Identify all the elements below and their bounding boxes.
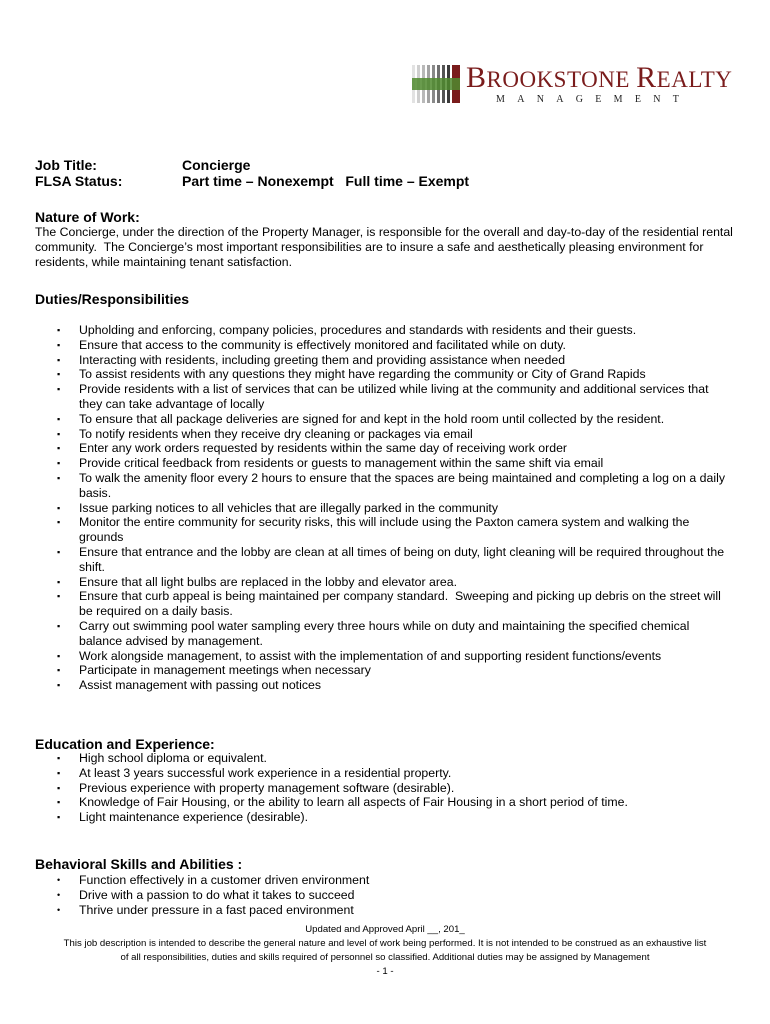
list-item bbox=[57, 795, 727, 810]
behavioral-heading: Behavioral Skills and Abilities : bbox=[35, 856, 243, 872]
list-item bbox=[57, 338, 727, 353]
bullet-icon: ▪ bbox=[57, 354, 61, 365]
duties-list bbox=[57, 323, 727, 693]
list-item bbox=[57, 589, 727, 619]
page-number: - 1 - bbox=[376, 966, 394, 977]
list-item-text: Work alongside management, to assist with the implementation of and supporting resident functions/events bbox=[79, 648, 662, 663]
bullet-icon: ▪ bbox=[57, 458, 61, 469]
list-item-text: Ensure that curb appeal is being maintained per company standard. Sweeping and picking up debris on the street will be required on a daily basis. bbox=[79, 589, 725, 619]
list-item bbox=[57, 888, 727, 903]
list-item-text: Participate in management meetings when necessary bbox=[79, 663, 371, 678]
list-item bbox=[57, 873, 727, 888]
logo-stripes-icon bbox=[412, 65, 460, 103]
list-item-text: Interacting with residents, including greeting them and providing assistance when needed bbox=[79, 352, 566, 367]
bullet-icon: ▪ bbox=[57, 782, 61, 793]
bullet-icon: ▪ bbox=[57, 546, 61, 557]
education-list bbox=[57, 751, 727, 825]
list-item-text: Ensure that entrance and the lobby are clean at all times of being on duty, light cleaning will be required throughout the shift. bbox=[79, 544, 728, 574]
list-item bbox=[57, 903, 727, 918]
list-item-text: Provide critical feedback from residents or guests to management within the same shift via email bbox=[79, 456, 604, 471]
list-item bbox=[57, 545, 727, 575]
footer-disclaimer-line1: This job description is intended to describe the general nature and level of work being performed. It is not intended to be construed as an exhaustive list bbox=[63, 938, 707, 949]
list-item-text: Provide residents with a list of services that can be utilized while living at the community and additional services that they can take advantage of locally bbox=[79, 382, 712, 411]
bullet-icon: • bbox=[57, 889, 61, 900]
list-item bbox=[57, 471, 727, 501]
list-item bbox=[57, 367, 727, 382]
list-item bbox=[57, 441, 727, 456]
list-item bbox=[57, 412, 727, 427]
education-heading: Education and Experience: bbox=[35, 736, 215, 752]
list-item bbox=[57, 678, 727, 693]
list-item bbox=[57, 751, 727, 766]
list-item bbox=[57, 663, 727, 678]
list-item bbox=[57, 619, 727, 649]
behavioral-list bbox=[57, 873, 727, 917]
bullet-icon: ▪ bbox=[57, 680, 61, 691]
list-item bbox=[57, 501, 727, 516]
bullet-icon: ▪ bbox=[57, 339, 61, 350]
bullet-icon: ▪ bbox=[57, 650, 61, 661]
list-item-text: Previous experience with property management software (desirable). bbox=[79, 780, 455, 795]
list-item bbox=[57, 515, 727, 545]
list-item-text: Issue parking notices to all vehicles that are illegally parked in the community bbox=[79, 500, 498, 515]
bullet-icon: ▪ bbox=[57, 472, 61, 483]
list-item-text: High school diploma or equivalent. bbox=[79, 751, 267, 765]
list-item-text: Upholding and enforcing, company policies, procedures and standards with residents and their guests. bbox=[79, 323, 637, 337]
bullet-icon: • bbox=[57, 875, 61, 885]
list-item-text: To notify residents when they receive dry cleaning or packages via email bbox=[79, 426, 473, 441]
bullet-icon: ▪ bbox=[57, 620, 61, 631]
list-item-text: Monitor the entire community for security risks, this will include using the Paxton camera system and walking the grounds bbox=[79, 515, 693, 545]
list-item bbox=[57, 382, 727, 412]
list-item-text: To walk the amenity floor every 2 hours to ensure that the spaces are being maintained and completing a log on a daily basis. bbox=[79, 470, 729, 500]
logo-company-name: BROOKSTONE REALTY bbox=[466, 61, 733, 94]
nature-of-work-heading: Nature of Work: bbox=[35, 209, 140, 225]
list-item bbox=[57, 323, 727, 338]
list-item bbox=[57, 353, 727, 368]
company-logo bbox=[412, 62, 732, 107]
list-item-text: Light maintenance experience (desirable). bbox=[79, 810, 308, 825]
list-item-text: Ensure that all light bulbs are replaced in the lobby and elevator area. bbox=[79, 574, 458, 589]
bullet-icon: ▪ bbox=[57, 384, 61, 395]
job-title-label: Job Title: bbox=[35, 157, 97, 173]
flsa-status-label: FLSA Status: bbox=[35, 173, 123, 189]
bullet-icon: ▪ bbox=[57, 591, 61, 602]
bullet-icon: • bbox=[57, 904, 61, 915]
bullet-icon: ▪ bbox=[57, 753, 61, 763]
list-item-text: Function effectively in a customer driven environment bbox=[79, 873, 370, 887]
bullet-icon: ▪ bbox=[57, 767, 61, 778]
list-item-text: Carry out swimming pool water sampling every three hours while on duty and maintaining the specified chemical balance advised by management. bbox=[79, 618, 693, 648]
bullet-icon: ▪ bbox=[57, 413, 61, 424]
duties-heading: Duties/Responsibilities bbox=[35, 291, 190, 307]
job-title-value: Concierge bbox=[182, 157, 251, 173]
bullet-icon: ▪ bbox=[57, 443, 61, 454]
bullet-icon: ▪ bbox=[57, 428, 61, 439]
logo-subtitle: MANAGEMENT bbox=[496, 94, 692, 105]
list-item bbox=[57, 456, 727, 471]
list-item-text: Assist management with passing out notices bbox=[79, 678, 321, 693]
flsa-status-value: Part time – Nonexempt Full time – Exempt bbox=[182, 173, 470, 189]
list-item bbox=[57, 766, 727, 781]
list-item-text: To ensure that all package deliveries are signed for and kept in the hold room until collected by the resident. bbox=[79, 411, 665, 426]
list-item-text: At least 3 years successful work experience in a residential property. bbox=[79, 765, 452, 780]
footer-disclaimer-line2: of all responsibilities, duties and skills required of personnel so classified. Additional duties may be assigned by Management bbox=[120, 952, 650, 963]
list-item bbox=[57, 810, 727, 825]
list-item bbox=[57, 781, 727, 796]
list-item-text: To assist residents with any questions they might have regarding the community or City of Grand Rapids bbox=[79, 367, 646, 382]
list-item-text: Drive with a passion to do what it takes to succeed bbox=[79, 887, 355, 902]
list-item-text: Enter any work orders requested by residents within the same day of receiving work order bbox=[79, 441, 568, 456]
bullet-icon: ▪ bbox=[57, 517, 61, 528]
bullet-icon: ▪ bbox=[57, 325, 61, 335]
nature-of-work-text: The Concierge, under the direction of the Property Manager, is responsible for the overall and day-to-day of the residential rental community. The Concierge’s most important responsibilities are to insure a safe and aesthetically pleasing environment for residents, while maintaining tenant satisfaction. bbox=[35, 225, 737, 270]
bullet-icon: ▪ bbox=[57, 665, 61, 676]
footer-updated: Updated and Approved April __, 201_ bbox=[305, 924, 465, 935]
bullet-icon: ▪ bbox=[57, 576, 61, 587]
list-item-text: Knowledge of Fair Housing, or the ability to learn all aspects of Fair Housing in a short period of time. bbox=[79, 795, 628, 810]
bullet-icon: ▪ bbox=[57, 797, 61, 808]
list-item-text: Ensure that access to the community is effectively monitored and facilitated while on duty. bbox=[79, 337, 566, 352]
bullet-icon: ▪ bbox=[57, 502, 61, 513]
list-item bbox=[57, 427, 727, 442]
list-item bbox=[57, 649, 727, 664]
bullet-icon: ▪ bbox=[57, 812, 61, 823]
bullet-icon: ▪ bbox=[57, 369, 61, 380]
list-item-text: Thrive under pressure in a fast paced environment bbox=[79, 902, 354, 917]
list-item bbox=[57, 575, 727, 590]
